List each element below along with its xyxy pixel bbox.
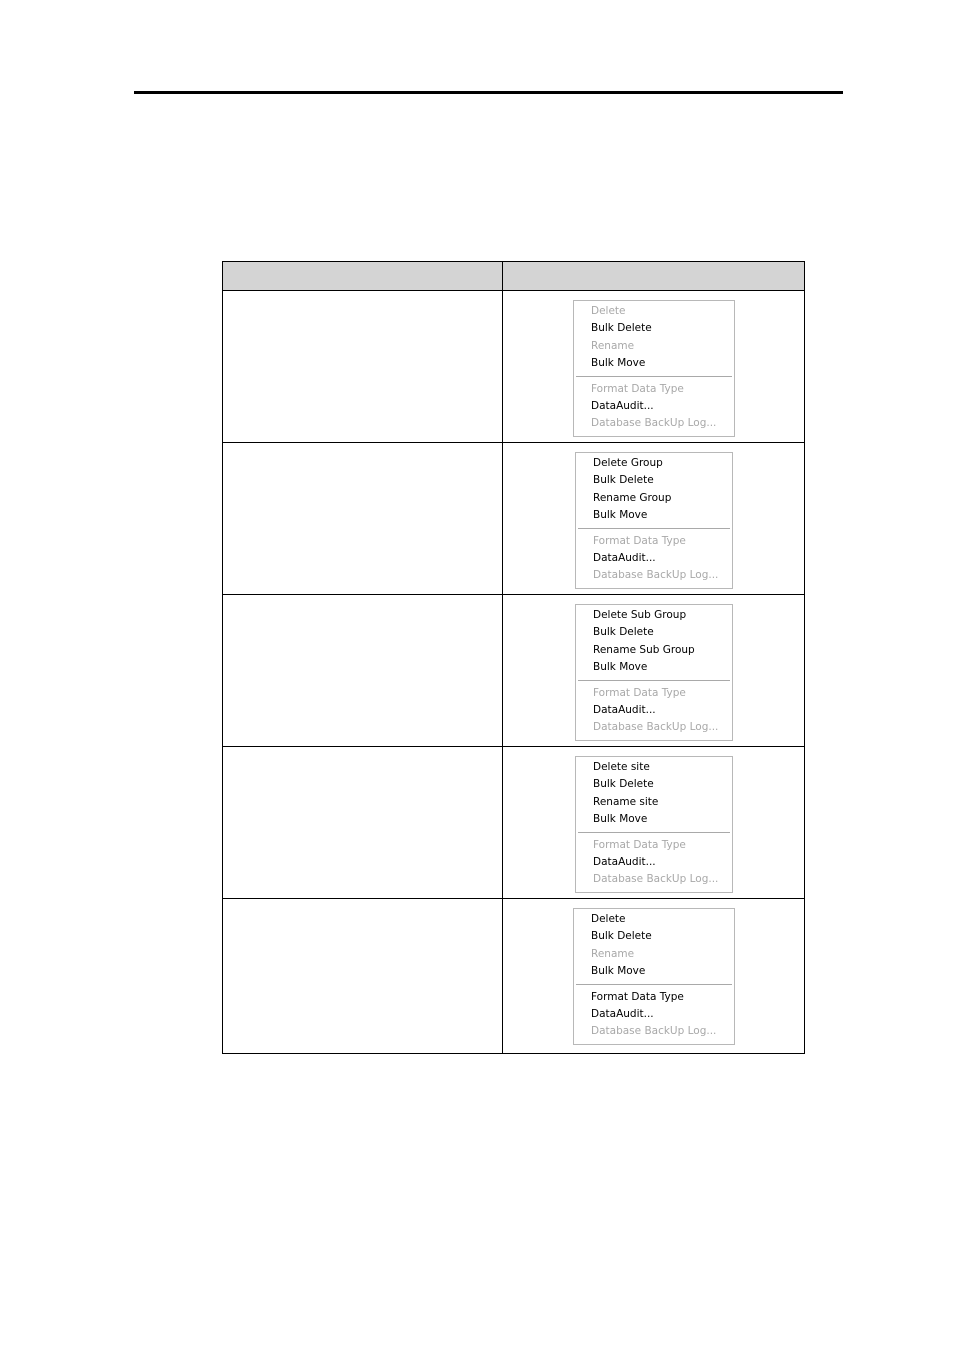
menu-item-data-audit[interactable]: DataAudit...	[591, 1007, 654, 1020]
menu-item-data-audit[interactable]: DataAudit...	[593, 551, 656, 564]
menu-item-format-data-type: Format Data Type	[593, 534, 686, 547]
menu-item-format-data-type: Format Data Type	[591, 382, 684, 395]
row-menu-cell	[503, 899, 805, 1054]
context-menu-group	[575, 452, 733, 589]
menu-item-data-audit[interactable]: DataAudit...	[593, 855, 656, 868]
menu-item-delete-sub-group[interactable]: Delete Sub Group	[593, 609, 687, 621]
menu-item-bulk-delete[interactable]: Bulk Delete	[593, 474, 654, 487]
menu-item-bulk-move[interactable]: Bulk Move	[591, 357, 646, 370]
menu-item-rename: Rename	[591, 947, 635, 960]
menu-item-bulk-move[interactable]: Bulk Move	[593, 661, 648, 674]
context-menu-sub-group	[575, 604, 733, 741]
menu-item-format-data-type[interactable]: Format Data Type	[591, 990, 684, 1003]
menu-item-rename-site[interactable]: Rename site	[593, 795, 659, 808]
menu-item-rename-group[interactable]: Rename Group	[593, 491, 672, 504]
menu-separator	[578, 680, 730, 681]
menu-item-rename-sub-group[interactable]: Rename Sub Group	[593, 643, 695, 656]
table-header-cell-1	[223, 262, 503, 291]
context-menu-tag	[573, 908, 735, 1045]
table-row	[223, 747, 805, 899]
menu-item-database-backup-log: Database BackUp Log...	[593, 721, 719, 734]
menu-item-database-backup-log: Database BackUp Log...	[591, 417, 717, 430]
menu-separator	[578, 832, 730, 833]
row-menu-cell	[503, 595, 805, 747]
menu-item-delete-site[interactable]: Delete site	[593, 761, 650, 773]
context-menu-site	[575, 756, 733, 893]
menu-item-database-backup-log: Database BackUp Log...	[593, 569, 719, 582]
menu-item-database-backup-log: Database BackUp Log...	[591, 1025, 717, 1038]
table-row	[223, 595, 805, 747]
menu-item-delete: Delete	[591, 305, 626, 317]
menu-item-bulk-delete[interactable]: Bulk Delete	[593, 778, 654, 791]
menu-item-bulk-delete[interactable]: Bulk Delete	[591, 322, 652, 335]
menu-separator	[576, 376, 732, 377]
row-menu-cell	[503, 291, 805, 443]
header-rule	[134, 91, 843, 94]
row-menu-cell	[503, 443, 805, 595]
row-description-cell	[223, 595, 503, 747]
menu-item-bulk-delete[interactable]: Bulk Delete	[591, 930, 652, 943]
row-menu-cell	[503, 747, 805, 899]
menu-item-bulk-move[interactable]: Bulk Move	[593, 813, 648, 826]
context-menu-delete	[573, 300, 735, 437]
menu-item-rename: Rename	[591, 339, 635, 352]
context-menu-table	[222, 261, 805, 1054]
menu-item-data-audit[interactable]: DataAudit...	[593, 703, 656, 716]
menu-item-delete-group[interactable]: Delete Group	[593, 457, 663, 469]
menu-item-delete[interactable]: Delete	[591, 913, 626, 925]
row-description-cell	[223, 747, 503, 899]
menu-separator	[576, 984, 732, 985]
menu-item-bulk-delete[interactable]: Bulk Delete	[593, 626, 654, 639]
row-description-cell	[223, 443, 503, 595]
menu-item-format-data-type: Format Data Type	[593, 838, 686, 851]
menu-item-bulk-move[interactable]: Bulk Move	[591, 965, 646, 978]
table-row	[223, 291, 805, 443]
table-row	[223, 443, 805, 595]
table-row	[223, 899, 805, 1054]
menu-separator	[578, 528, 730, 529]
menu-item-format-data-type: Format Data Type	[593, 686, 686, 699]
menu-item-data-audit[interactable]: DataAudit...	[591, 399, 654, 412]
row-description-cell	[223, 899, 503, 1054]
table-header-cell-2	[503, 262, 805, 291]
menu-item-database-backup-log: Database BackUp Log...	[593, 873, 719, 886]
menu-item-bulk-move[interactable]: Bulk Move	[593, 509, 648, 522]
row-description-cell	[223, 291, 503, 443]
table-header-row	[223, 262, 805, 291]
